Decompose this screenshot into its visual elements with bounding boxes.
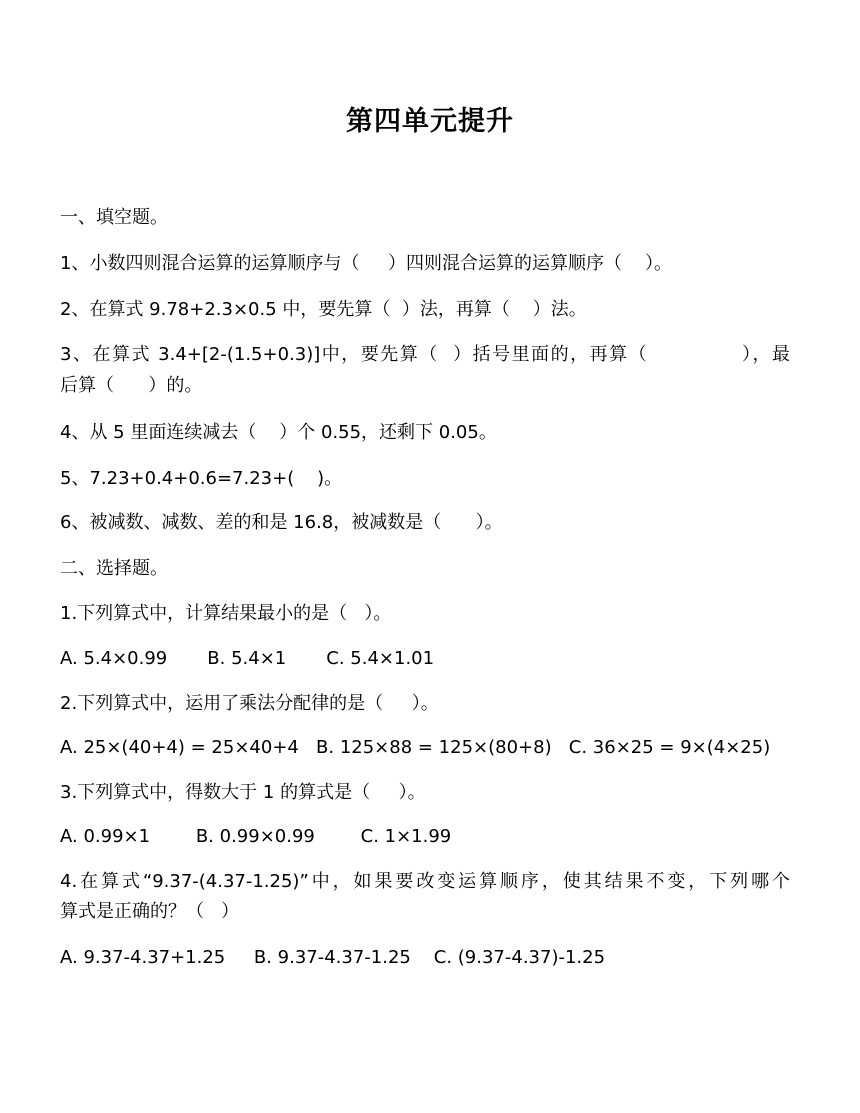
fill-question-3-line-1: 3、在算式 3.4+[2-(1.5+0.3)]中，要先算（ ）括号里面的，再算（ ），最 <box>60 344 790 365</box>
choice-question-2-options: A. 25×(40+4) = 25×40+4 B. 125×88 = 125×(80+8) C. 36×25 = 9×(4×25) <box>60 737 771 758</box>
choice-question-2: 2.下列算式中，运用了乘法分配律的是（ ）。 <box>60 693 439 714</box>
fill-question-5: 5、7.23+0.4+0.6=7.23+( )。 <box>60 468 343 489</box>
fill-question-2: 2、在算式 9.78+2.3×0.5 中，要先算（ ）法，再算（ ）法。 <box>60 299 587 320</box>
choice-question-4-line-2: 算式是正确的？（ ） <box>60 901 240 922</box>
fill-question-6: 6、被减数、减数、差的和是 16.8，被减数是（ ）。 <box>60 512 503 533</box>
choice-question-4-options: A. 9.37-4.37+1.25 B. 9.37-4.37-1.25 C. (9.37-4.37)-1.25 <box>60 947 606 968</box>
fill-question-4: 4、从 5 里面连续减去（ ）个 0.55，还剩下 0.05。 <box>60 422 497 443</box>
choice-question-1: 1.下列算式中，计算结果最小的是（ ）。 <box>60 603 392 624</box>
fill-question-3-line-2: 后算（ ）的。 <box>60 375 203 396</box>
fill-question-1: 1、小数四则混合运算的运算顺序与（ ）四则混合运算的运算顺序（ ）。 <box>60 253 672 274</box>
choice-question-3-options: A. 0.99×1 B. 0.99×0.99 C. 1×1.99 <box>60 826 452 847</box>
page-title: 第四单元提升 <box>346 106 514 137</box>
choice-question-1-options: A. 5.4×0.99 B. 5.4×1 C. 5.4×1.01 <box>60 648 435 669</box>
choice-question-4-line-1: 4.在算式“9.37-(4.37-1.25)”中，如果要改变运算顺序，使其结果不变，下列哪个 <box>60 871 790 892</box>
section-heading-multiple-choice: 二、选择题。 <box>60 558 168 579</box>
choice-question-3: 3.下列算式中，得数大于 1 的算式是（ ）。 <box>60 782 426 803</box>
section-heading-fill-blank: 一、填空题。 <box>60 207 168 228</box>
